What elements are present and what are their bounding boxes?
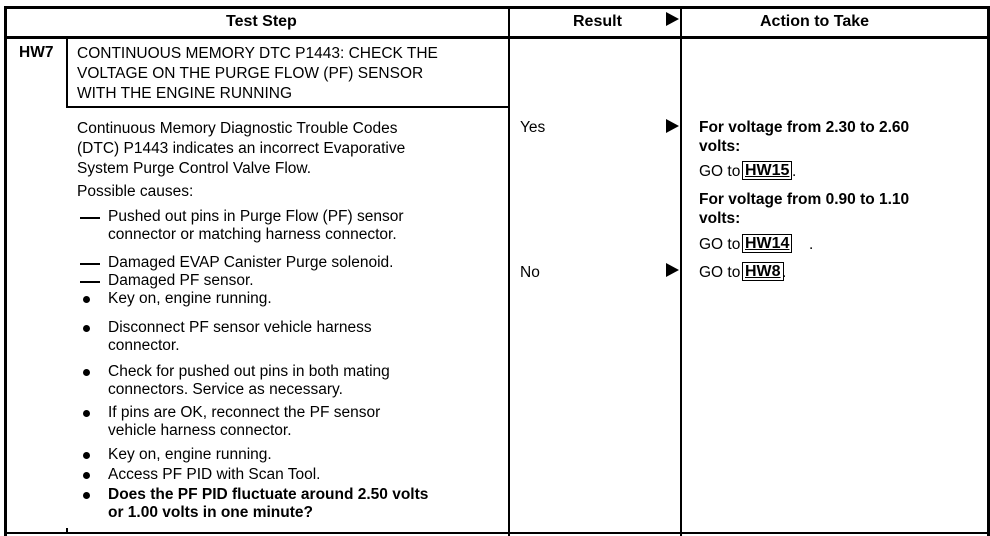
- procedure-line: connector.: [108, 337, 180, 354]
- bullet-marker: [83, 325, 90, 332]
- goto-label: GO to: [699, 236, 741, 253]
- bullet-marker: [83, 452, 90, 459]
- cause-line: Damaged PF sensor.: [108, 272, 254, 289]
- action-column-divider: [680, 6, 682, 536]
- result-no-arrow-icon: [666, 263, 679, 277]
- result-no: No: [520, 264, 540, 281]
- procedure-line: Access PF PID with Scan Tool.: [108, 466, 321, 483]
- bullet-marker: [83, 410, 90, 417]
- goto-period: .: [782, 264, 787, 281]
- procedure-line: Key on, engine running.: [108, 290, 272, 307]
- goto-period: .: [809, 236, 814, 253]
- cause-line: Pushed out pins in Purge Flow (PF) sensor: [108, 208, 404, 225]
- procedure-line: If pins are OK, reconnect the PF sensor: [108, 404, 381, 421]
- possible-causes-label: Possible causes:: [77, 183, 194, 200]
- dash-marker: [80, 217, 100, 219]
- header-arrow-icon: [666, 12, 679, 26]
- header-divider: [4, 36, 990, 39]
- goto-hw14-link[interactable]: HW14: [742, 234, 792, 253]
- diagnostic-question-line: or 1.00 volts in one minute?: [108, 504, 313, 521]
- dash-marker: [80, 281, 100, 283]
- result-column-divider: [508, 36, 510, 536]
- header-test-step: Test Step: [226, 13, 297, 30]
- step-title-line: VOLTAGE ON THE PURGE FLOW (PF) SENSOR: [77, 65, 424, 82]
- description-line: (DTC) P1443 indicates an incorrect Evaporative: [77, 140, 406, 157]
- diagnostic-question-line: Does the PF PID fluctuate around 2.50 volts: [108, 486, 429, 503]
- goto-label: GO to: [699, 264, 741, 281]
- header-result-divider: [508, 9, 510, 36]
- bottom-rule: [4, 532, 990, 534]
- cause-line: connector or matching harness connector.: [108, 226, 397, 243]
- dash-marker: [80, 263, 100, 265]
- procedure-line: Check for pushed out pins in both mating: [108, 363, 390, 380]
- goto-hw8-link[interactable]: HW8: [742, 262, 784, 281]
- result-yes: Yes: [520, 119, 546, 136]
- goto-period: .: [792, 163, 797, 180]
- action-yes-b-line: For voltage from 0.90 to 1.10: [699, 191, 910, 208]
- header-result: Result: [573, 13, 622, 30]
- step-title-line: WITH THE ENGINE RUNNING: [77, 85, 292, 102]
- procedure-line: Disconnect PF sensor vehicle harness: [108, 319, 372, 336]
- goto-hw15-link[interactable]: HW15: [742, 161, 792, 180]
- result-yes-arrow-icon: [666, 119, 679, 133]
- cause-line: Damaged EVAP Canister Purge solenoid.: [108, 254, 394, 271]
- bottom-tick: [66, 528, 68, 534]
- goto-label: GO to: [699, 163, 741, 180]
- procedure-line: connectors. Service as necessary.: [108, 381, 343, 398]
- step-title-line: CONTINUOUS MEMORY DTC P1443: CHECK THE: [77, 45, 438, 62]
- action-yes-b-line: volts:: [699, 210, 741, 227]
- step-id: HW7: [19, 44, 54, 61]
- top-border: [4, 6, 990, 9]
- bullet-marker: [83, 369, 90, 376]
- title-bottom-divider: [66, 106, 509, 108]
- header-action: Action to Take: [760, 13, 870, 30]
- description-line: Continuous Memory Diagnostic Trouble Codes: [77, 120, 398, 137]
- procedure-line: vehicle harness connector.: [108, 422, 292, 439]
- bullet-marker: [83, 492, 90, 499]
- description-line: System Purge Control Valve Flow.: [77, 160, 312, 177]
- bullet-marker: [83, 296, 90, 303]
- left-border: [4, 6, 7, 536]
- action-yes-a-line: volts:: [699, 138, 741, 155]
- bullet-marker: [83, 472, 90, 479]
- procedure-line: Key on, engine running.: [108, 446, 272, 463]
- action-yes-a-line: For voltage from 2.30 to 2.60: [699, 119, 910, 136]
- step-id-divider: [66, 36, 68, 106]
